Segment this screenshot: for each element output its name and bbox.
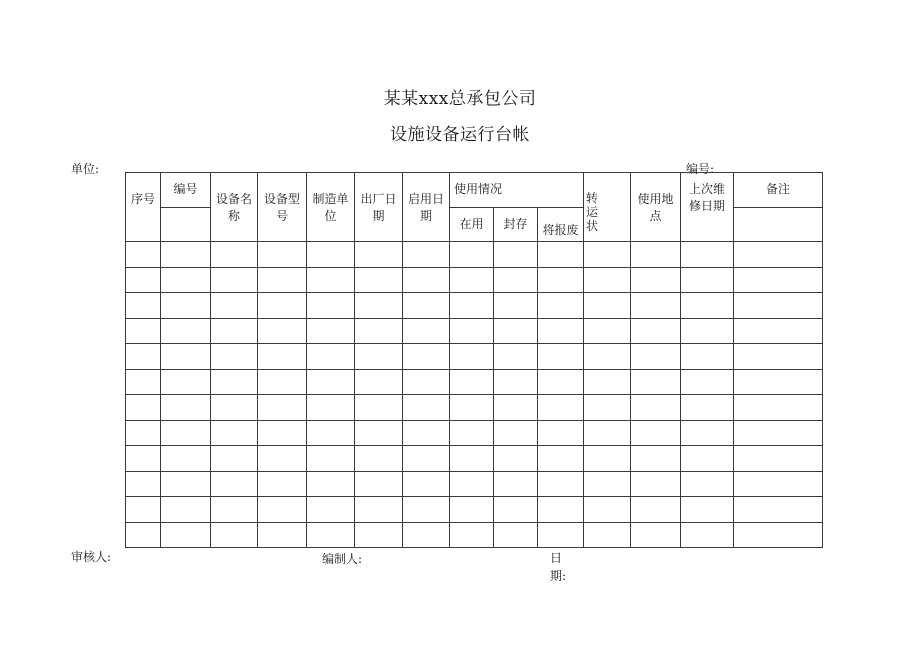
table-cell[interactable] <box>403 446 450 472</box>
unit-label: 单位: <box>71 162 100 176</box>
table-cell[interactable] <box>734 446 823 472</box>
table-cell[interactable] <box>450 522 494 548</box>
table-cell[interactable] <box>126 497 161 523</box>
table-cell[interactable] <box>494 420 538 446</box>
table-cell[interactable] <box>211 318 258 344</box>
table-cell[interactable] <box>631 395 681 421</box>
table-cell[interactable] <box>355 471 403 497</box>
company-title: 某某xxx总承包公司 <box>383 89 537 109</box>
table-cell[interactable] <box>258 293 307 319</box>
table-cell[interactable] <box>403 318 450 344</box>
table-cell[interactable] <box>584 420 631 446</box>
header-sealed: 封存 <box>494 208 538 242</box>
table-cell[interactable] <box>258 369 307 395</box>
table-cell[interactable] <box>450 446 494 472</box>
table-cell[interactable] <box>211 522 258 548</box>
header-code-blank <box>161 208 211 242</box>
table-cell[interactable] <box>584 446 631 472</box>
header-transfer-status-cell <box>584 173 631 242</box>
table-cell[interactable] <box>538 267 584 293</box>
table-cell[interactable] <box>258 446 307 472</box>
table-cell[interactable] <box>494 522 538 548</box>
table-cell[interactable] <box>584 242 631 268</box>
table-cell[interactable] <box>494 344 538 370</box>
table-cell[interactable] <box>355 446 403 472</box>
table-cell[interactable] <box>631 242 681 268</box>
table-cell[interactable] <box>161 497 211 523</box>
table-cell[interactable] <box>126 369 161 395</box>
table-row <box>126 267 823 293</box>
header-usage-group: 使用情况 <box>450 173 584 208</box>
table-cell[interactable] <box>584 344 631 370</box>
table-cell[interactable] <box>538 242 584 268</box>
table-row <box>126 446 823 472</box>
table-cell[interactable] <box>734 420 823 446</box>
table-cell[interactable] <box>258 344 307 370</box>
table-cell[interactable] <box>681 420 734 446</box>
table-cell[interactable] <box>355 420 403 446</box>
table-cell[interactable] <box>734 242 823 268</box>
table-cell[interactable] <box>211 446 258 472</box>
header-seq: 序号 <box>126 173 161 242</box>
table-cell[interactable] <box>403 344 450 370</box>
table-cell[interactable] <box>734 369 823 395</box>
date-label-line1: 日 <box>550 551 563 565</box>
table-cell[interactable] <box>126 522 161 548</box>
table-cell[interactable] <box>538 395 584 421</box>
table-cell[interactable] <box>584 395 631 421</box>
table-cell[interactable] <box>631 267 681 293</box>
table-cell[interactable] <box>538 344 584 370</box>
table-cell[interactable] <box>355 344 403 370</box>
table-cell[interactable] <box>161 318 211 344</box>
table-cell[interactable] <box>211 267 258 293</box>
table-cell[interactable] <box>584 471 631 497</box>
table-cell[interactable] <box>258 318 307 344</box>
table-cell[interactable] <box>161 242 211 268</box>
table-cell[interactable] <box>307 420 355 446</box>
table-cell[interactable] <box>538 522 584 548</box>
header-remarks-blank <box>734 208 823 242</box>
reviewer-label: 审核人: <box>71 550 112 564</box>
table-cell[interactable] <box>450 420 494 446</box>
table-cell[interactable] <box>403 369 450 395</box>
ledger-body <box>126 242 823 548</box>
table-cell[interactable] <box>584 497 631 523</box>
table-cell[interactable] <box>734 267 823 293</box>
table-cell[interactable] <box>494 395 538 421</box>
header-factory-date: 出厂日期 <box>355 173 403 242</box>
table-cell[interactable] <box>450 293 494 319</box>
table-cell[interactable] <box>403 471 450 497</box>
table-cell[interactable] <box>403 242 450 268</box>
table-cell[interactable] <box>734 344 823 370</box>
table-cell[interactable] <box>681 395 734 421</box>
table-row <box>126 420 823 446</box>
table-cell[interactable] <box>258 522 307 548</box>
table-cell[interactable] <box>258 420 307 446</box>
table-cell[interactable] <box>734 522 823 548</box>
table-cell[interactable] <box>307 369 355 395</box>
table-cell[interactable] <box>584 369 631 395</box>
header-equip-model: 设备型号 <box>258 173 307 242</box>
table-cell[interactable] <box>211 369 258 395</box>
header-equip-name: 设备名称 <box>211 173 258 242</box>
table-cell[interactable] <box>211 344 258 370</box>
table-cell[interactable] <box>258 267 307 293</box>
table-cell[interactable] <box>494 471 538 497</box>
table-cell[interactable] <box>584 267 631 293</box>
table-cell[interactable] <box>734 293 823 319</box>
ledger-title: 设施设备运行台帐 <box>390 125 530 145</box>
table-cell[interactable] <box>258 242 307 268</box>
table-cell[interactable] <box>681 293 734 319</box>
table-cell[interactable] <box>126 446 161 472</box>
table-cell[interactable] <box>584 293 631 319</box>
number-label: 编号: <box>686 162 715 176</box>
table-cell[interactable] <box>681 471 734 497</box>
header-remarks: 备注 <box>734 173 823 208</box>
table-cell[interactable] <box>355 293 403 319</box>
table-cell[interactable] <box>307 395 355 421</box>
header-location: 使用地点 <box>631 173 681 242</box>
header-start-date: 启用日期 <box>403 173 450 242</box>
table-cell[interactable] <box>307 293 355 319</box>
table-cell[interactable] <box>538 471 584 497</box>
table-cell[interactable] <box>258 395 307 421</box>
table-cell[interactable] <box>161 446 211 472</box>
table-cell[interactable] <box>631 318 681 344</box>
table-cell[interactable] <box>307 318 355 344</box>
table-cell[interactable] <box>681 497 734 523</box>
table-cell[interactable] <box>258 471 307 497</box>
table-cell[interactable] <box>538 318 584 344</box>
table-cell[interactable] <box>161 369 211 395</box>
table-cell[interactable] <box>126 420 161 446</box>
table-cell[interactable] <box>494 293 538 319</box>
table-row <box>126 318 823 344</box>
table-cell[interactable] <box>450 369 494 395</box>
table-cell[interactable] <box>734 318 823 344</box>
table-row <box>126 395 823 421</box>
table-cell[interactable] <box>161 420 211 446</box>
table-cell[interactable] <box>307 267 355 293</box>
table-cell[interactable] <box>450 267 494 293</box>
table-cell[interactable] <box>126 471 161 497</box>
table-cell[interactable] <box>403 420 450 446</box>
table-cell[interactable] <box>631 522 681 548</box>
table-cell[interactable] <box>494 242 538 268</box>
table-cell[interactable] <box>126 395 161 421</box>
table-row <box>126 242 823 268</box>
table-cell[interactable] <box>631 446 681 472</box>
table-row <box>126 522 823 548</box>
table-cell[interactable] <box>494 369 538 395</box>
table-cell[interactable] <box>681 267 734 293</box>
header-in-use: 在用 <box>450 208 494 242</box>
table-cell[interactable] <box>681 522 734 548</box>
table-cell[interactable] <box>681 369 734 395</box>
table-cell[interactable] <box>450 242 494 268</box>
header-code: 编号 <box>161 173 211 208</box>
table-cell[interactable] <box>584 318 631 344</box>
table-cell[interactable] <box>211 242 258 268</box>
table-cell[interactable] <box>161 344 211 370</box>
header-maker: 制造单位 <box>307 173 355 242</box>
table-cell[interactable] <box>307 344 355 370</box>
table-cell[interactable] <box>355 318 403 344</box>
table-cell[interactable] <box>494 318 538 344</box>
table-cell[interactable] <box>494 267 538 293</box>
table-cell[interactable] <box>355 369 403 395</box>
table-cell[interactable] <box>211 497 258 523</box>
table-cell[interactable] <box>126 293 161 319</box>
table-cell[interactable] <box>307 497 355 523</box>
table-cell[interactable] <box>161 395 211 421</box>
table-cell[interactable] <box>307 522 355 548</box>
table-cell[interactable] <box>355 267 403 293</box>
table-cell[interactable] <box>681 318 734 344</box>
header-to-scrap: 将报废 <box>538 208 584 242</box>
table-cell[interactable] <box>355 242 403 268</box>
table-cell[interactable] <box>584 522 631 548</box>
table-cell[interactable] <box>355 395 403 421</box>
table-cell[interactable] <box>126 318 161 344</box>
table-row <box>126 293 823 319</box>
table-cell[interactable] <box>403 267 450 293</box>
table-cell[interactable] <box>161 267 211 293</box>
table-cell[interactable] <box>681 446 734 472</box>
table-cell[interactable] <box>494 497 538 523</box>
table-cell[interactable] <box>126 344 161 370</box>
table-cell[interactable] <box>211 471 258 497</box>
table-cell[interactable] <box>126 267 161 293</box>
table-cell[interactable] <box>681 242 734 268</box>
table-row <box>126 369 823 395</box>
table-cell[interactable] <box>631 420 681 446</box>
table-cell[interactable] <box>211 395 258 421</box>
table-cell[interactable] <box>631 471 681 497</box>
table-cell[interactable] <box>538 446 584 472</box>
table-cell[interactable] <box>538 293 584 319</box>
table-cell[interactable] <box>307 446 355 472</box>
table-cell[interactable] <box>494 446 538 472</box>
table-cell[interactable] <box>450 344 494 370</box>
compiler-label: 编制人: <box>322 552 363 566</box>
table-cell[interactable] <box>631 293 681 319</box>
table-cell[interactable] <box>403 522 450 548</box>
table-cell[interactable] <box>734 471 823 497</box>
table-cell[interactable] <box>450 471 494 497</box>
table-cell[interactable] <box>631 369 681 395</box>
table-cell[interactable] <box>450 497 494 523</box>
table-cell[interactable] <box>403 395 450 421</box>
table-cell[interactable] <box>450 395 494 421</box>
table-cell[interactable] <box>631 344 681 370</box>
table-cell[interactable] <box>538 369 584 395</box>
table-cell[interactable] <box>161 471 211 497</box>
table-cell[interactable] <box>258 497 307 523</box>
table-cell[interactable] <box>307 471 355 497</box>
table-cell[interactable] <box>450 318 494 344</box>
table-cell[interactable] <box>211 420 258 446</box>
table-row <box>126 344 823 370</box>
table-row <box>126 497 823 523</box>
table-cell[interactable] <box>307 242 355 268</box>
header-last-repair: 上次维修日期 <box>681 173 734 242</box>
table-cell[interactable] <box>355 522 403 548</box>
table-cell[interactable] <box>126 242 161 268</box>
table-cell[interactable] <box>403 497 450 523</box>
table-row <box>126 471 823 497</box>
table-cell[interactable] <box>734 395 823 421</box>
table-cell[interactable] <box>211 293 258 319</box>
table-cell[interactable] <box>403 293 450 319</box>
table-cell[interactable] <box>161 522 211 548</box>
table-cell[interactable] <box>355 497 403 523</box>
table-cell[interactable] <box>538 420 584 446</box>
table-cell[interactable] <box>681 344 734 370</box>
table-cell[interactable] <box>734 497 823 523</box>
equipment-ledger-table <box>125 172 823 548</box>
header-transfer-status: 转运状 <box>586 191 599 233</box>
table-cell[interactable] <box>161 293 211 319</box>
table-cell[interactable] <box>538 497 584 523</box>
date-label-line2: 期: <box>550 569 567 583</box>
table-cell[interactable] <box>631 497 681 523</box>
